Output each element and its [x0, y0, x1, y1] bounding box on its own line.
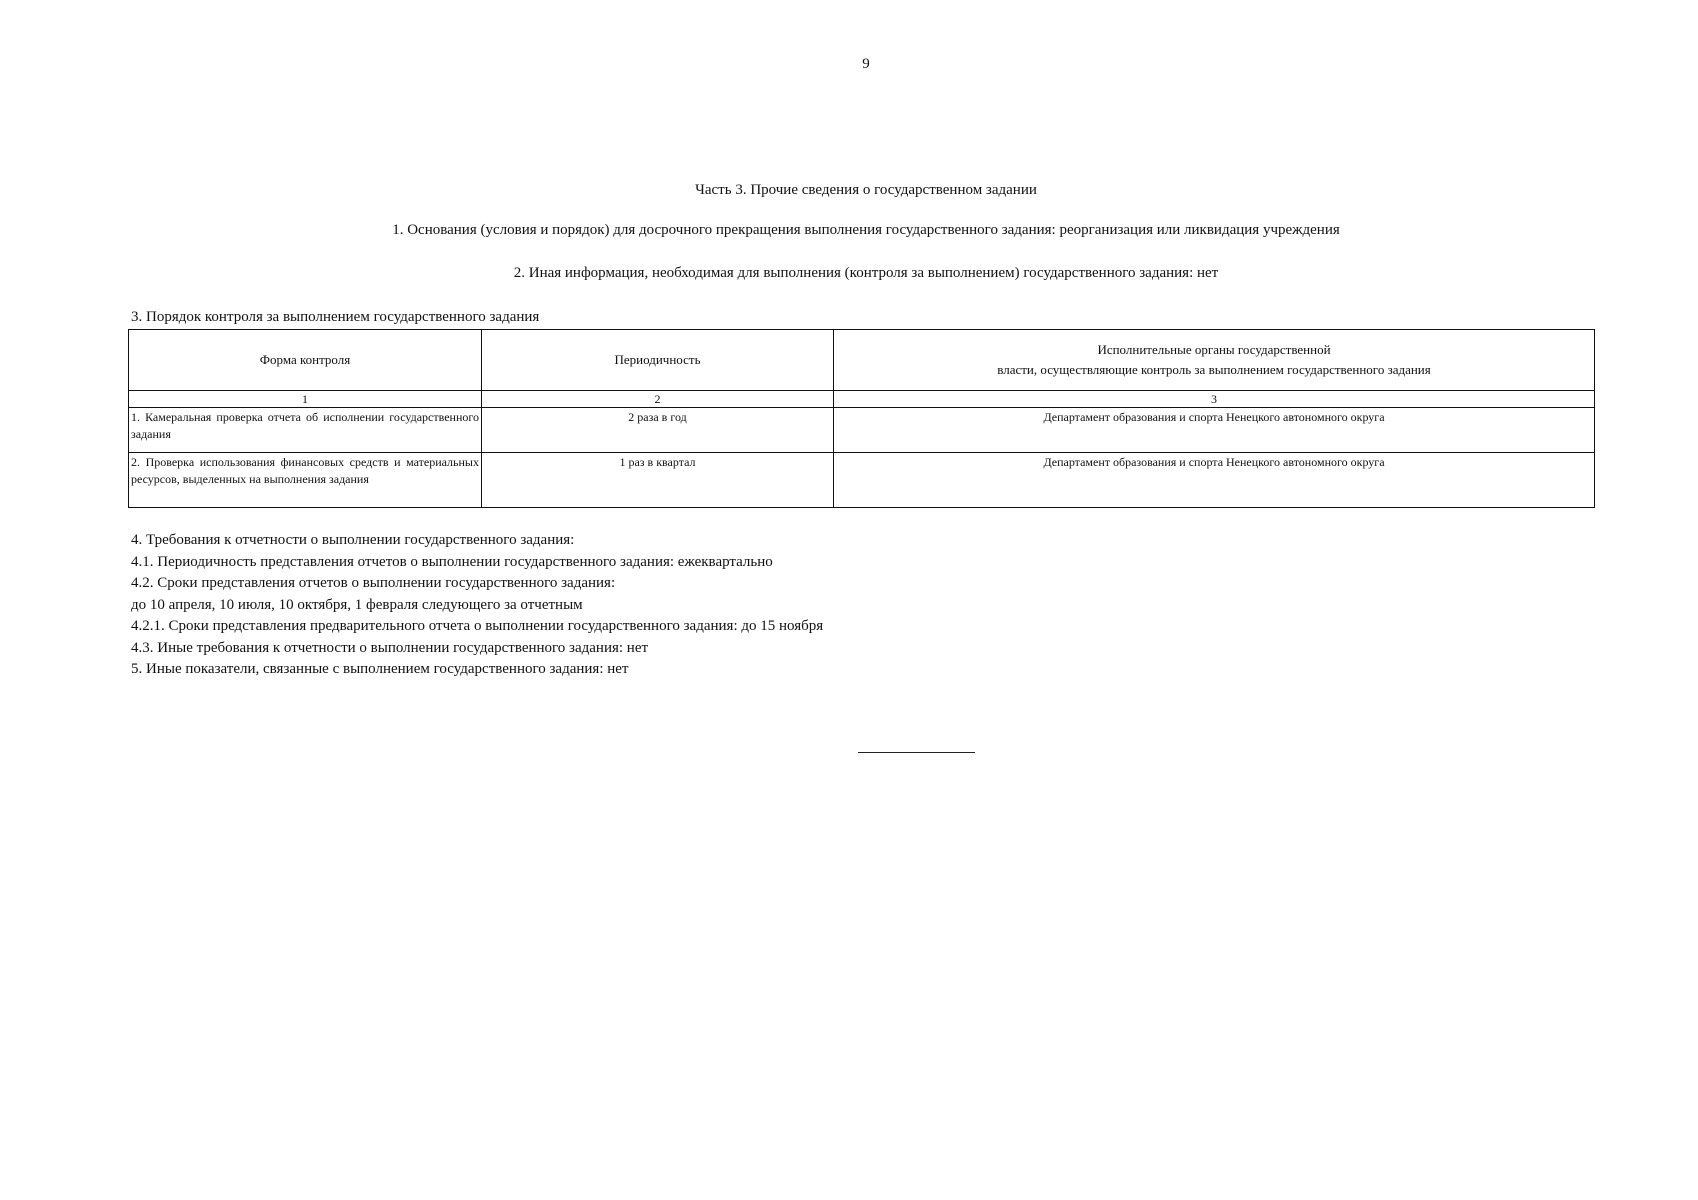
- control-form-cell: 1. Камеральная проверка отчета об исполнении государственного задания: [129, 408, 482, 453]
- reporting-line: 4. Требования к отчетности о выполнении государственного задания:: [131, 532, 575, 548]
- table-row: [129, 408, 1595, 453]
- control-procedure-caption: 3. Порядок контроля за выполнением государственного задания: [131, 309, 540, 325]
- reporting-line: 4.3. Иные требования к отчетности о выполнении государственного задания: нет: [131, 639, 649, 656]
- reporting-line: 5. Иные показатели, связанные с выполнением государственного задания: нет: [131, 661, 629, 677]
- table-row: [129, 453, 1595, 508]
- part-title: Часть 3. Прочие сведения о государственном задании: [695, 182, 1037, 198]
- other-information: 2. Иная информация, необходимая для выполнения (контроля за выполнением) государственного задания: нет: [513, 265, 1219, 281]
- column-number: 1: [129, 391, 482, 408]
- reporting-line: 4.2.1. Сроки представления предварительного отчета о выполнении государственного задания: до 15 ноября: [131, 618, 824, 634]
- header-authorities: [834, 330, 1595, 391]
- reporting-line: до 10 апреля, 10 июля, 10 октября, 1 февраля следующего за отчетным: [131, 596, 583, 613]
- end-divider: [858, 752, 975, 753]
- authority-cell: Департамент образования и спорта Ненецкого автономного округа: [834, 408, 1595, 453]
- column-number-row: [129, 391, 1595, 408]
- column-number: 2: [482, 391, 834, 408]
- reporting-line: 4.1. Периодичность представления отчетов о выполнении государственного задания: ежеквартально: [131, 553, 773, 570]
- control-form-cell: 2. Проверка использования финансовых средств и материальных ресурсов, выделенных на выполнения задания: [129, 453, 482, 508]
- termination-grounds: 1. Основания (условия и порядок) для досрочного прекращения выполнения государственного задания: реорганизация или ликвидация учреждения: [392, 222, 1340, 238]
- header-authorities-line1: Исполнительные органы государственной: [1097, 342, 1331, 357]
- header-control-form: Форма контроля: [129, 330, 482, 391]
- table-header-row: [129, 330, 1595, 391]
- reporting-requirements: [131, 530, 823, 681]
- header-periodicity: Периодичность: [482, 330, 834, 391]
- control-table: [128, 329, 1595, 508]
- periodicity-cell: 2 раза в год: [482, 408, 834, 453]
- column-number: 3: [834, 391, 1595, 408]
- page-number: 9: [862, 56, 870, 72]
- periodicity-cell: 1 раз в квартал: [482, 453, 834, 508]
- authority-cell: Департамент образования и спорта Ненецкого автономного округа: [834, 453, 1595, 508]
- reporting-line: 4.2. Сроки представления отчетов о выполнении государственного задания:: [131, 575, 616, 591]
- header-authorities-line2: власти, осуществляющие контроль за выполнением государственного задания: [997, 362, 1431, 377]
